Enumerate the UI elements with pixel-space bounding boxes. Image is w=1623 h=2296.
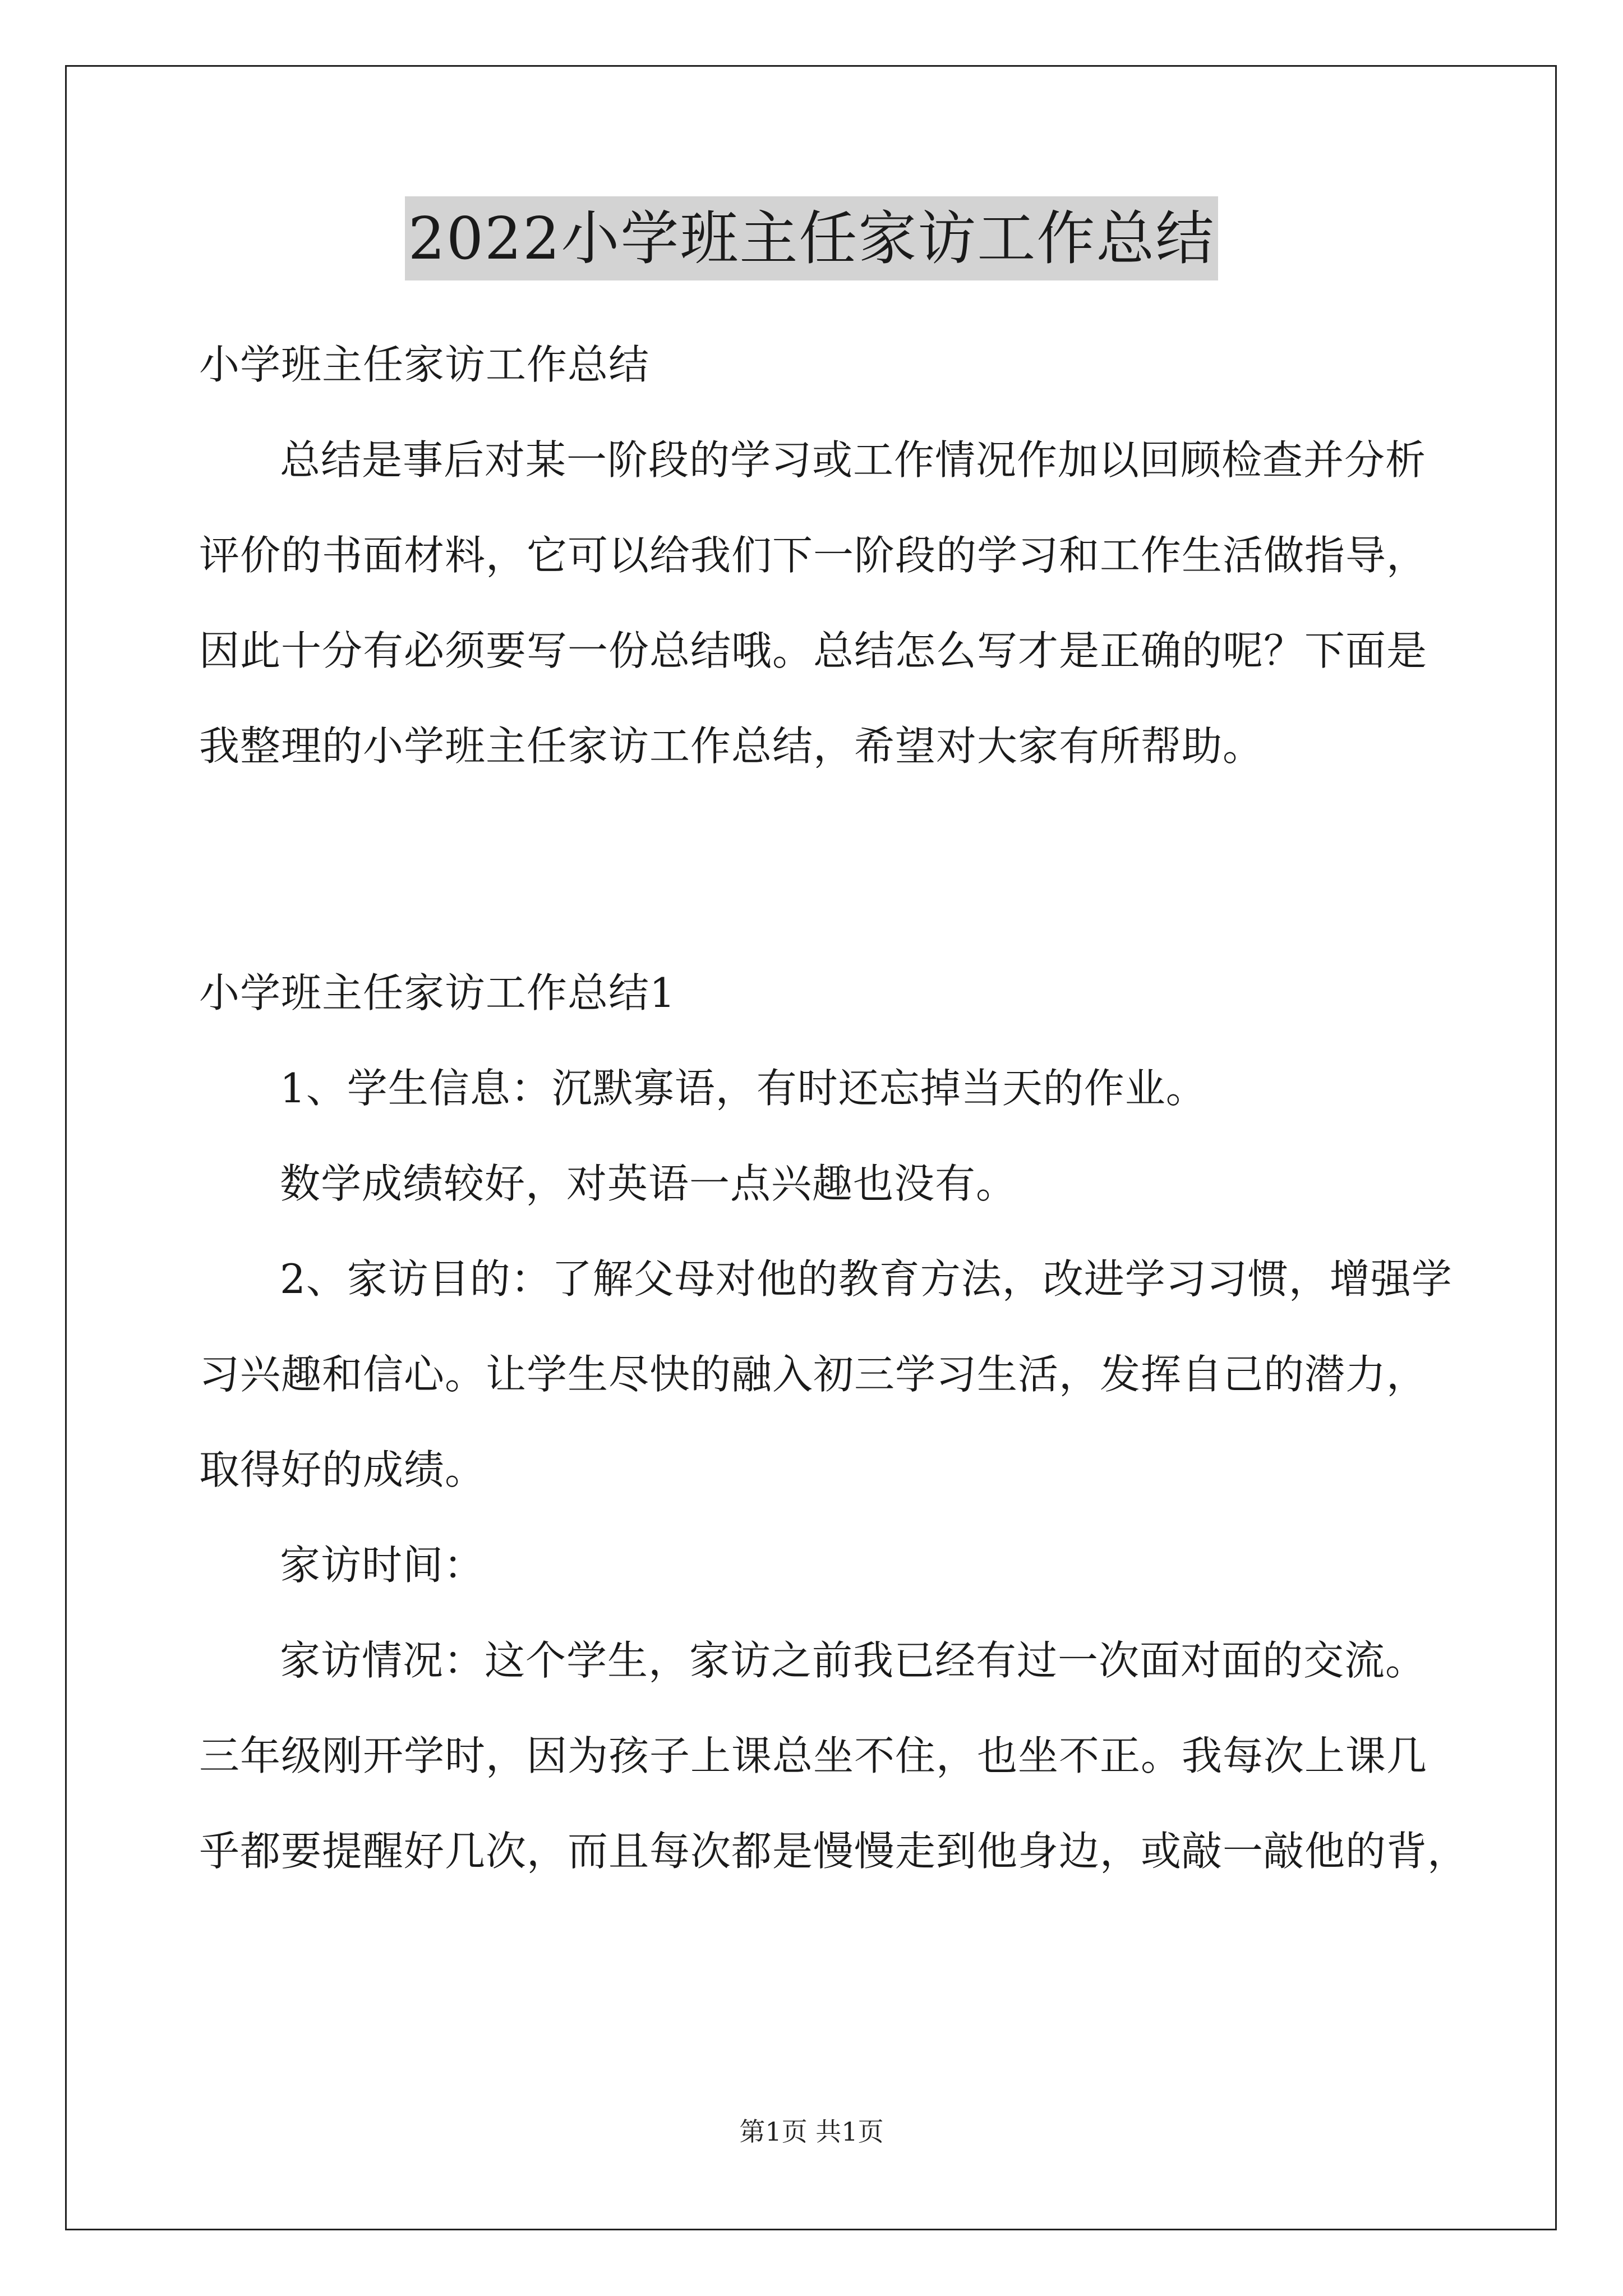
document-title: 2022小学班主任家访工作总结: [405, 196, 1219, 280]
body-line: 2、家访目的：了解父母对他的教育方法，改进学习习惯，增强学: [280, 1255, 1453, 1303]
body-line: 1、学生信息：沉默寡语，有时还忘掉当天的作业。: [280, 1065, 1207, 1112]
body-line: 习兴趣和信心。让学生尽快的融入初三学习生活，发挥自己的潜力，: [199, 1351, 1428, 1398]
body-line: 小学班主任家访工作总结1: [199, 969, 676, 1016]
body-line: 因此十分有必须要写一份总结哦。总结怎么写才是正确的呢？下面是: [199, 627, 1428, 674]
body-line: 家访时间：: [280, 1542, 485, 1589]
page-footer: 第1页 共1页: [739, 2116, 884, 2147]
body-line: 取得好的成绩。: [199, 1446, 486, 1493]
body-line: 总结是事后对某一阶段的学习或工作情况作加以回顾检查并分析: [280, 436, 1427, 484]
body-line: 乎都要提醒好几次，而且每次都是慢慢走到他身边，或敲一敲他的背，: [199, 1828, 1469, 1875]
body-line: 三年级刚开学时，因为孩子上课总坐不住，也坐不正。我每次上课几: [199, 1732, 1428, 1779]
body-line: 数学成绩较好，对英语一点兴趣也没有。: [280, 1160, 1017, 1207]
body-line: 评价的书面材料，它可以给我们下一阶段的学习和工作生活做指导，: [199, 532, 1428, 579]
body-line: 家访情况：这个学生，家访之前我已经有过一次面对面的交流。: [280, 1637, 1427, 1684]
body-line: 小学班主任家访工作总结: [199, 341, 650, 388]
body-line: 我整理的小学班主任家访工作总结，希望对大家有所帮助。: [199, 723, 1264, 770]
title-container: [0, 196, 1623, 280]
